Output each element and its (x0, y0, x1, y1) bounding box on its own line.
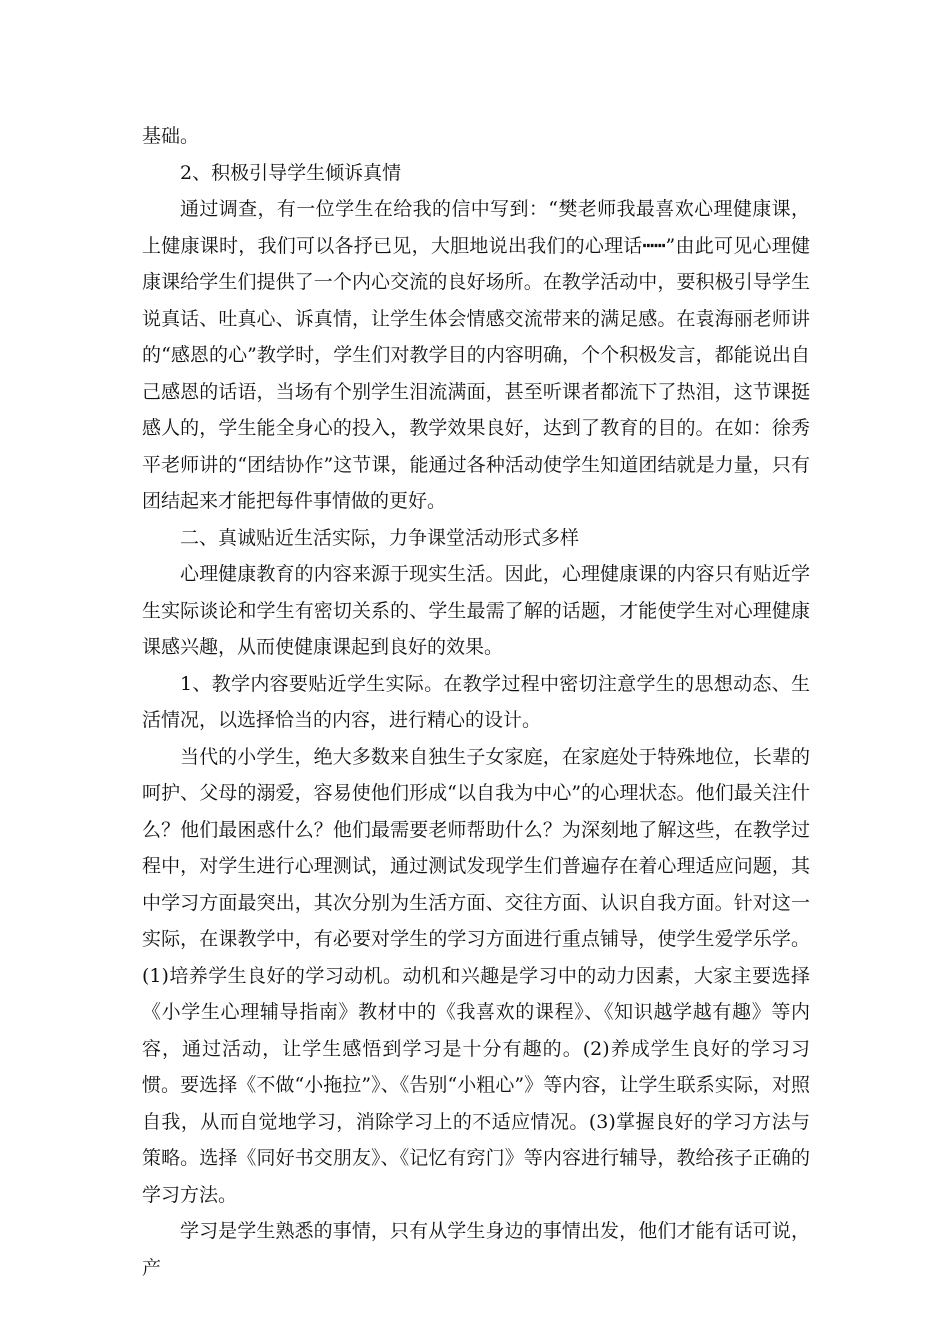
document-body (142, 118, 810, 1286)
paragraph-intro: 心理健康教育的内容来源于现实生活。因此，心理健康课的内容只有贴近学生实际谈论和学生有密切关系的、学生最需了解的话题，才能使学生对心理健康课感兴趣，从而使健康课起到良好的效果。 (142, 563, 810, 658)
section-heading-2: 二、真诚贴近生活实际，力争课堂活动形式多样 (180, 526, 580, 549)
subheading-2: 2、积极引导学生倾诉真情 (180, 161, 402, 184)
paragraph-students: 当代的小学生，绝大多数来自独生子女家庭，在家庭处于特殊地位，长辈的呵护、父母的溺爱，容易使他们形成“以自我为中心”的心理状态。他们最关注什么？他们最困惑什么？他们最需要老师帮助什么？为深刻地了解这些，在教学过程中，对学生进行心理测试，通过测试发现学生们普遍存在着心理适应问题，其中学习方面最突出，其次分别为生活方面、交往方面、认识自我方面。针对这一实际，在课教学中，有必要对学生的学习方面进行重点铺导，使学生爱学乐学。(1)培养学生良好的学习动机。动机和兴趣是学习中的动力因素，大家主要选择《小学生心理辅导指南》教材中的《我喜欢的课程》、《知识越学越有趣》等内容，通过活动，让学生感悟到学习是十分有趣的。(2)养成学生良好的学习习惯。要选择《不做“小拖拉”》、《告别“小粗心”》等内容，让学生联系实际，对照自我，从而自觉地学习，消除学习上的不适应情况。(3)掌握良好的学习方法与策略。选择《同好书交朋友》、《记忆有窍门》等内容进行辅导，教给孩子正确的学习方法。 (142, 745, 810, 1206)
subheading-1: 1、教学内容要贴近学生实际。在教学过程中密切注意学生的思想动态、生活情况，以选择恰当的内容，进行精心的设计。 (142, 672, 810, 731)
paragraph-continuation: 基础。 (142, 125, 200, 147)
paragraph-survey: 通过调查，有一位学生在给我的信中写到：“樊老师我最喜欢心理健康课，上健康课时，我们可以各抒已见，大胆地说出我们的心理话┅┅”由此可见心理健康课给学生们提供了一个内心交流的良好场所。在教学活动中，要积极引导学生说真话、吐真心、诉真情，让学生体会情感交流带来的满足感。在袁海丽老师讲的“感恩的心”教学时，学生们对教学目的内容明确，个个积极发言，都能说出自己感恩的话语，当场有个别学生泪流满面，甚至听课者都流下了热泪，这节课挺感人的，学生能全身心的投入，教学效果良好，达到了教育的目的。在如：徐秀平老师讲的“团结协作”这节课，能通过各种活动使学生知道团结就是力量，只有团结起来才能把每件事情做的更好。 (142, 198, 810, 512)
paragraph-final: 学习是学生熟悉的事情，只有从学生身边的事情出发，他们才能有话可说，产 (142, 1220, 810, 1279)
